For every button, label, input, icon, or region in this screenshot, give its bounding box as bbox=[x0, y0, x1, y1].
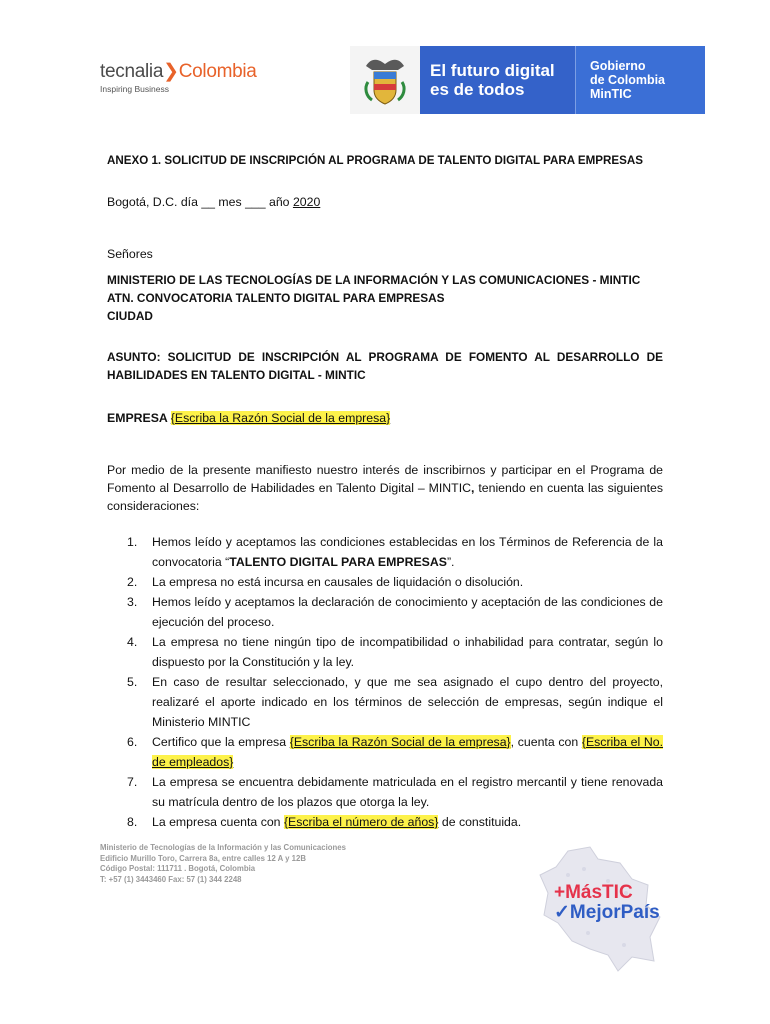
slogan-line2: es de todos bbox=[430, 80, 525, 99]
intro-comma: , bbox=[471, 481, 475, 495]
tecnalia-country: Colombia bbox=[178, 61, 257, 82]
item-number: 3. bbox=[127, 595, 138, 609]
government-banner bbox=[350, 46, 705, 114]
tecnalia-name: tecnalia bbox=[100, 61, 164, 82]
tecnalia-wordmark bbox=[100, 60, 280, 83]
list-item bbox=[107, 532, 663, 572]
list-item bbox=[107, 672, 663, 732]
tecnalia-tagline: Inspiring Business bbox=[100, 84, 169, 94]
recipient-block bbox=[107, 271, 663, 325]
gov-name-line3: MinTIC bbox=[590, 87, 632, 101]
gov-name-line2: de Colombia bbox=[590, 73, 666, 87]
intro-text-1: Por medio de la presente manifiesto nuestro interés de inscribirnos y participar en el Programa de Fomento al Desarrollo de Habilidades en Talento Digital – MINTIC bbox=[107, 463, 663, 495]
item-text: La empresa no tiene ningún tipo de incompatibilidad o inhabilidad para contratar, según lo dispuesto por la Constitución y la ley. bbox=[152, 635, 663, 669]
company-name-placeholder[interactable]: {Escriba la Razón Social de la empresa} bbox=[170, 411, 391, 425]
slogan-block bbox=[420, 46, 575, 114]
recipient-line1: MINISTERIO DE LAS TECNOLOGÍAS DE LA INFORMACIÓN Y LAS COMUNICACIONES - MINTIC bbox=[107, 273, 641, 287]
footer-address bbox=[100, 843, 346, 885]
item-text: La empresa cuenta con bbox=[152, 815, 284, 829]
date-prefix: Bogotá, D.C. día __ mes ___ año bbox=[107, 195, 293, 209]
salutation: Señores bbox=[107, 247, 153, 261]
intro-text-2: teniendo en cuenta las siguientes consideraciones: bbox=[107, 481, 663, 513]
date-line bbox=[107, 193, 663, 211]
intro-paragraph bbox=[107, 461, 663, 515]
item-text-end: ”. bbox=[446, 555, 455, 569]
item-program-name: TALENTO DIGITAL PARA EMPRESAS bbox=[229, 555, 447, 569]
mastic-line2: ✓MejorPaís bbox=[554, 902, 660, 923]
item-text-mid: , cuenta con bbox=[510, 735, 582, 749]
list-item bbox=[107, 772, 663, 812]
item-number: 6. bbox=[127, 735, 138, 749]
tecnalia-swoosh-icon: ❯ bbox=[163, 61, 179, 82]
footer-line1: Ministerio de Tecnologías de la Información y las Comunicaciones bbox=[100, 843, 346, 852]
list-item bbox=[107, 572, 663, 592]
list-item bbox=[107, 812, 663, 832]
item-number: 8. bbox=[127, 815, 138, 829]
item-number: 4. bbox=[127, 635, 138, 649]
colombia-coat-of-arms-icon bbox=[350, 46, 420, 114]
company-name-placeholder[interactable]: {Escriba la Razón Social de la empresa} bbox=[289, 735, 511, 749]
gov-name-line1: Gobierno bbox=[590, 59, 646, 73]
years-placeholder[interactable]: {Escriba el número de años} bbox=[283, 815, 439, 829]
gobierno-block bbox=[575, 46, 705, 114]
recipient-line3: CIUDAD bbox=[107, 309, 153, 323]
item-number: 2. bbox=[127, 575, 138, 589]
employees-placeholder[interactable]: {Escriba el No. de empleados} bbox=[152, 735, 664, 769]
footer-line2: Edificio Murillo Toro, Carrera 8a, entre calles 12 A y 12B bbox=[100, 853, 306, 863]
recipient-line2: ATN. CONVOCATORIA TALENTO DIGITAL PARA EMPRESAS bbox=[107, 291, 445, 305]
date-year: 2020 bbox=[292, 195, 321, 209]
item-text: La empresa se encuentra debidamente matriculada en el registro mercantil y tiene renovada su matrícula dentro de los plazos que otorga la ley. bbox=[152, 775, 663, 809]
item-text: Hemos leído y aceptamos la declaración de conocimiento y aceptación de las condiciones de ejecución del proceso. bbox=[152, 595, 663, 629]
list-item bbox=[107, 632, 663, 672]
mastic-line1: +MásTIC bbox=[554, 882, 633, 903]
item-text: La empresa no está incursa en causales de liquidación o disolución. bbox=[152, 575, 524, 589]
document-title: ANEXO 1. SOLICITUD DE INSCRIPCIÓN AL PROGRAMA DE TALENTO DIGITAL PARA EMPRESAS bbox=[107, 154, 643, 167]
company-label: EMPRESA bbox=[107, 411, 171, 425]
item-text: Certifico que la empresa bbox=[152, 735, 290, 749]
list-item bbox=[107, 592, 663, 632]
mastic-mejorpais-logo bbox=[528, 845, 668, 975]
item-text-end: de constituida. bbox=[438, 815, 522, 829]
slogan-line1: El futuro digital bbox=[430, 61, 555, 80]
footer-line4: T: +57 (1) 3443460 Fax: 57 (1) 344 2248 bbox=[100, 874, 242, 884]
item-number: 5. bbox=[127, 675, 138, 689]
item-text: Hemos leído y aceptamos las condiciones establecidas en los Términos de Referencia de la convocatoria “ bbox=[152, 535, 663, 569]
considerations-list bbox=[107, 532, 663, 832]
tecnalia-colombia-logo bbox=[100, 60, 280, 100]
list-item bbox=[107, 732, 663, 772]
footer-line3: Código Postal: 111711 . Bogotá, Colombia bbox=[100, 864, 256, 873]
item-number: 7. bbox=[127, 775, 138, 789]
company-line bbox=[107, 409, 663, 427]
item-number: 1. bbox=[127, 535, 138, 549]
subject-line: ASUNTO: SOLICITUD DE INSCRIPCIÓN AL PROGRAMA DE FOMENTO AL DESARROLLO DE HABILIDADES EN TALENTO DIGITAL - MINTIC bbox=[107, 350, 663, 382]
item-text: En caso de resultar seleccionado, y que me sea asignado el cupo dentro del proyecto, realizaré el aporte indicado en los términos de selección de empresas, según indique el Ministerio MINTIC bbox=[152, 675, 663, 729]
